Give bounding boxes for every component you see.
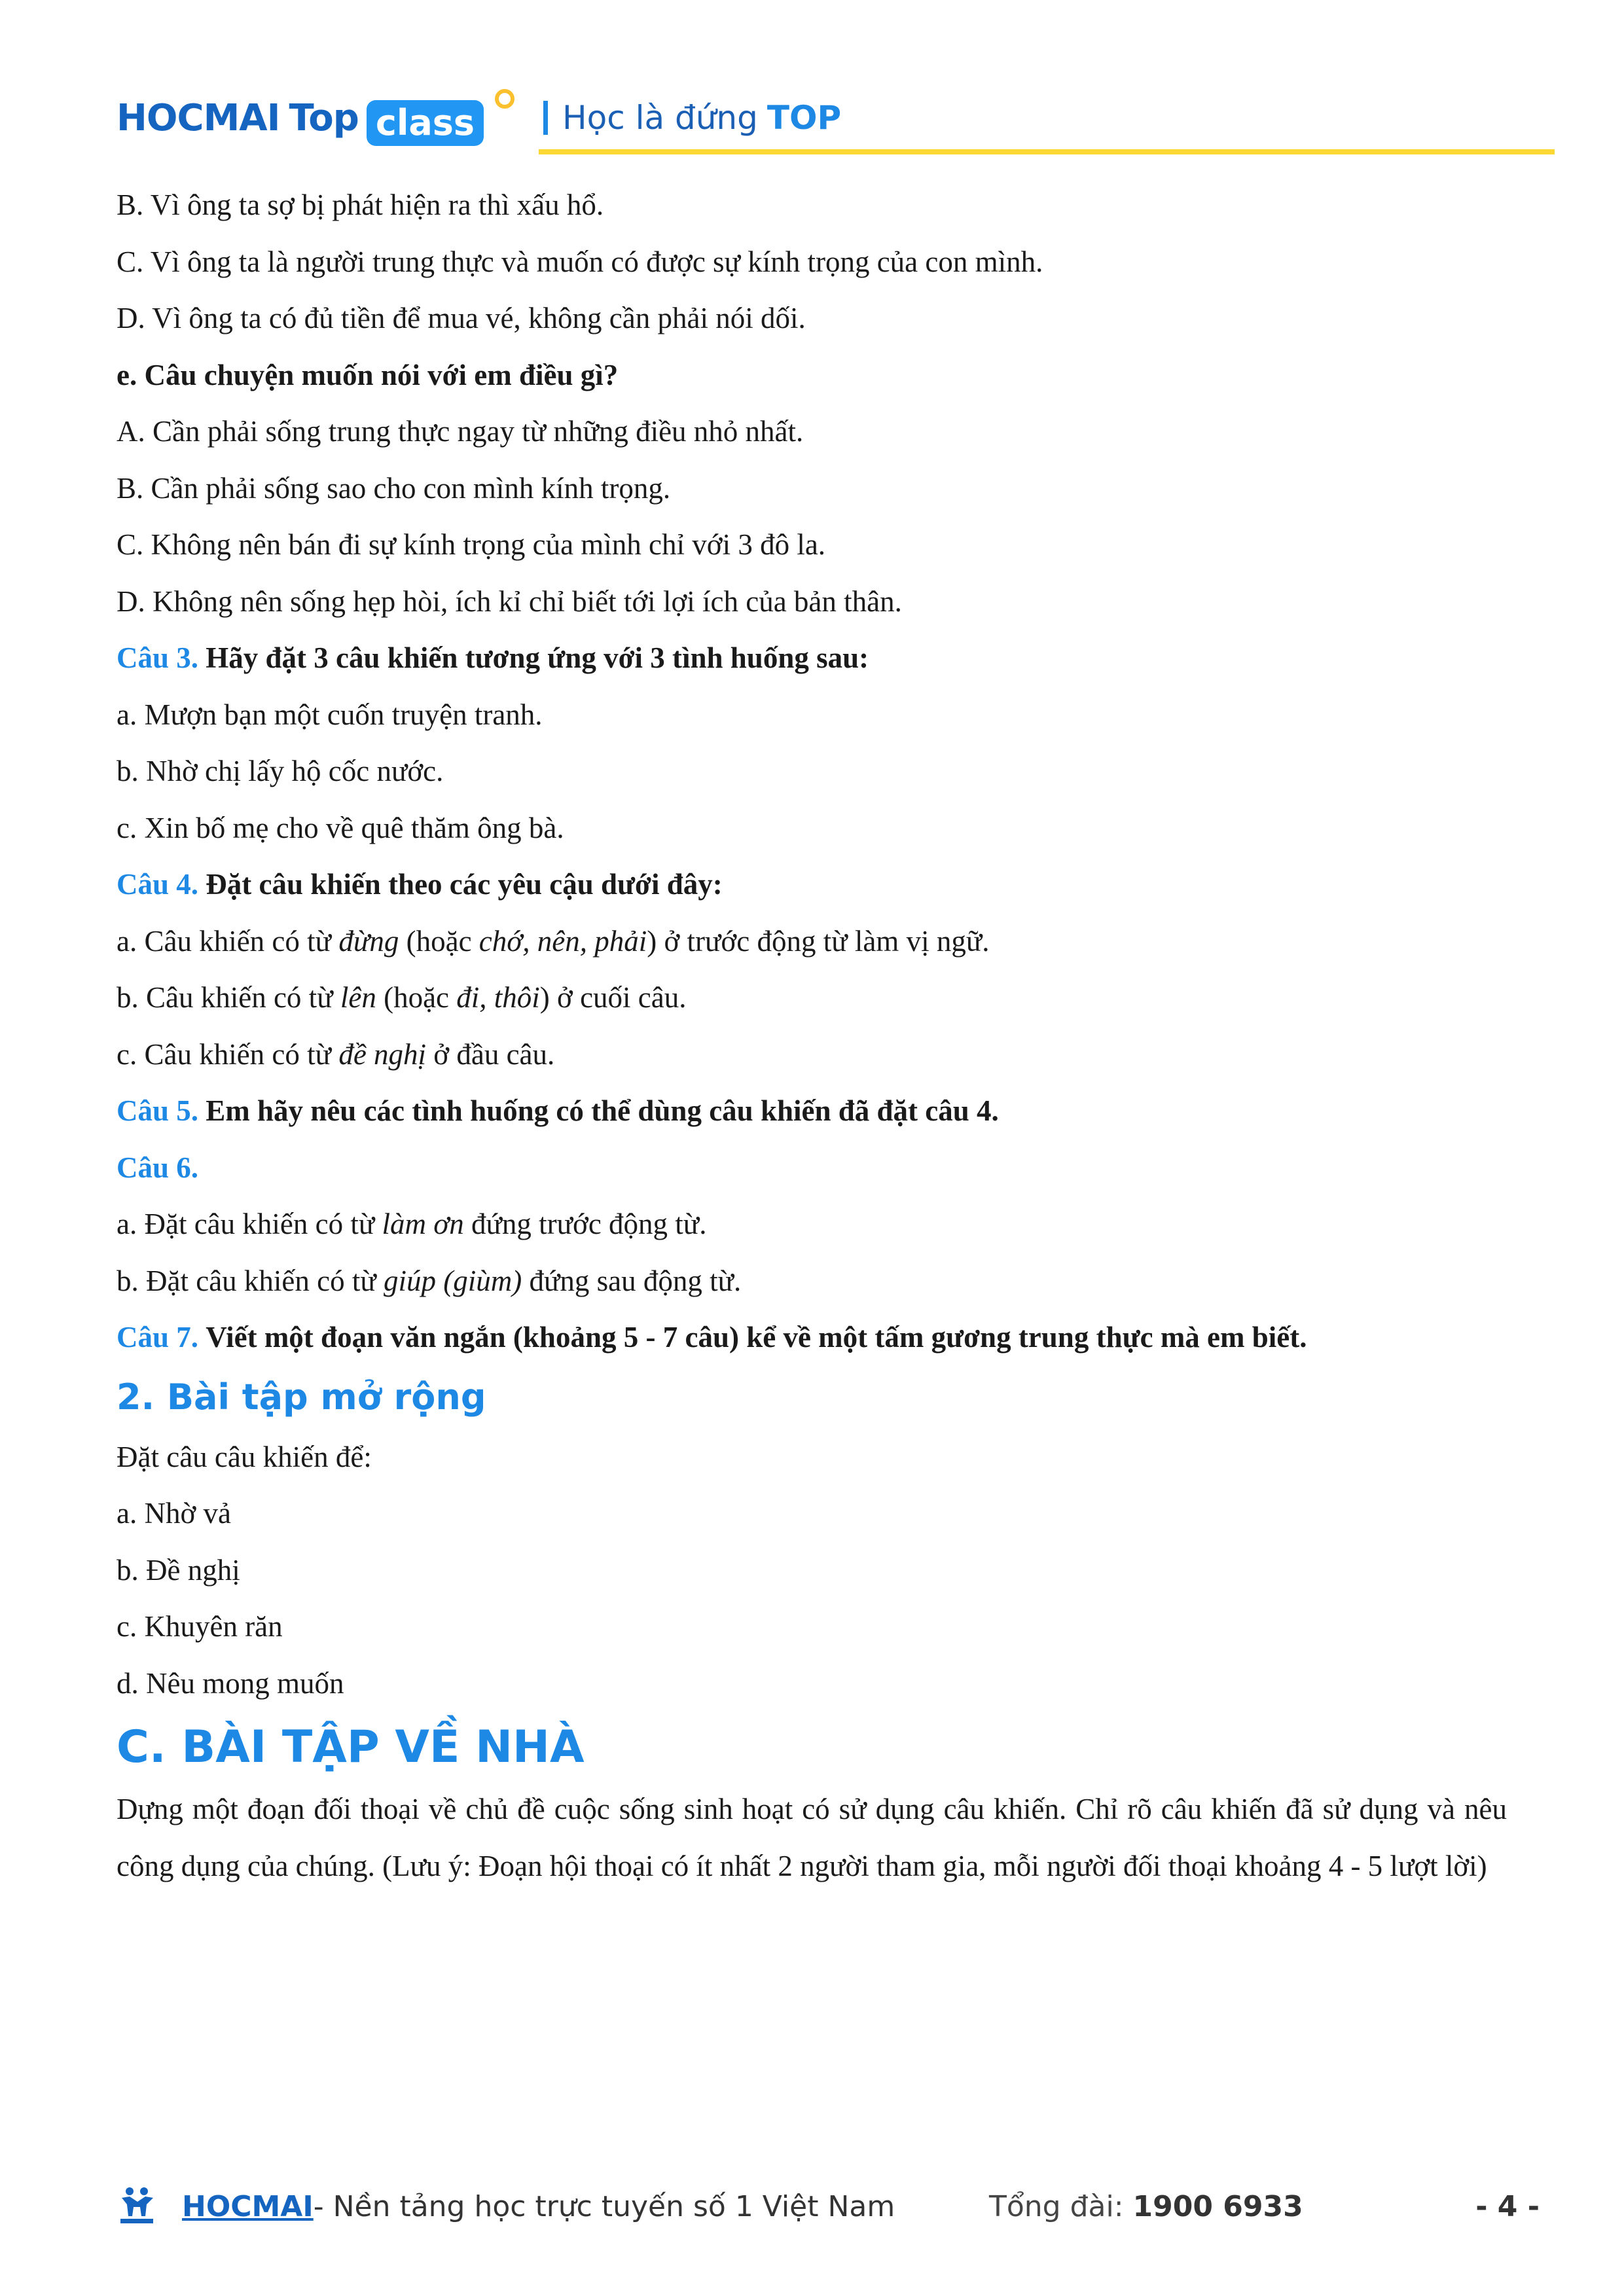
page-number: - 4 - [1475, 2190, 1540, 2223]
slogan-divider [543, 101, 548, 135]
q2e-option-a: A. Cần phải sống trung thực ngay từ những điều nhỏ nhất. [117, 415, 804, 448]
q4b-part1: b. Câu khiến có từ [117, 981, 340, 1014]
q2d-option-c: C. Vì ông ta là người trung thực và muốn có được sự kính trọng của con mình. [117, 245, 1043, 278]
slogan-prefix: Học là đứng [562, 99, 758, 137]
q4a-part1: a. Câu khiến có từ [117, 924, 339, 958]
footer-brand [182, 2190, 895, 2223]
q6a-italic1: làm ơn [382, 1208, 464, 1240]
q6b-part2: đứng sau động từ. [522, 1264, 742, 1297]
q4-item-b [117, 969, 1507, 1026]
q3-item-b: b. Nhờ chị lấy hộ cốc nước. [117, 755, 444, 787]
q4b-part2: (hoặc [376, 981, 457, 1014]
q6-item-a [117, 1196, 1507, 1253]
q4c-part2: ở đầu câu. [426, 1037, 555, 1071]
q6-item-b [117, 1253, 1507, 1310]
question-5 [117, 1083, 1507, 1139]
question-4 [117, 856, 1507, 913]
q6a-part2: đứng trước động từ. [463, 1208, 707, 1240]
hotline-number: 1900 6933 [1132, 2190, 1303, 2223]
q4b-italic1: lên [340, 981, 376, 1014]
page-content [117, 177, 1507, 1894]
q3-item-a: a. Mượn bạn một cuốn truyện tranh. [117, 698, 543, 731]
q4a-part2: (hoặc [399, 924, 479, 958]
hocmai-people-icon [117, 2185, 157, 2225]
footer-hotline [989, 2190, 1303, 2223]
question-7-number: Câu 7. [117, 1321, 199, 1354]
page-header [117, 65, 1554, 157]
question-3-number: Câu 3. [117, 641, 199, 674]
question-5-text: Em hãy nêu các tình huống có thể dùng câu khiến đã đặt câu 4. [206, 1094, 999, 1127]
question-3-text: Hãy đặt 3 câu khiến tương ứng với 3 tình huống sau: [206, 641, 869, 674]
header-slogan [543, 92, 841, 144]
footer-tagline: - Nền tảng học trực tuyến số 1 Việt Nam [313, 2190, 895, 2223]
section-c-heading: C. BÀI TẬP VỀ NHÀ [117, 1721, 585, 1773]
logo-top-text: Top [289, 96, 359, 139]
q2e-question: e. Câu chuyện muốn nói với em điều gì? [117, 358, 619, 391]
q4a-italic1: đừng [338, 924, 399, 958]
section-2-heading: 2. Bài tập mở rộng [117, 1376, 486, 1418]
question-6 [117, 1139, 1507, 1196]
page-footer [117, 2185, 1540, 2231]
q6b-italic1: giúp (giùm) [384, 1264, 522, 1297]
q4b-part3: ) ở cuối câu. [539, 981, 687, 1014]
extension-item-c: c. Khuyên răn [117, 1610, 283, 1643]
q2d-option-b: B. Vì ông ta sợ bị phát hiện ra thì xấu hổ. [117, 188, 604, 221]
question-3 [117, 630, 1507, 687]
logo-hocmai-text: HOCMAI [117, 96, 280, 139]
q6b-part1: b. Đặt câu khiến có từ [117, 1264, 384, 1297]
q4-item-c [117, 1026, 1507, 1083]
q2e-option-d: D. Không nên sống hẹp hòi, ích kỉ chỉ biết tới lợi ích của bản thân. [117, 584, 902, 618]
hotline-label: Tổng đài: [989, 2190, 1133, 2223]
q2e-option-b: B. Cần phải sống sao cho con mình kính trọng. [117, 471, 671, 505]
q4-item-a [117, 913, 1507, 970]
extension-item-b: b. Đề nghị [117, 1553, 240, 1587]
question-7-text: Viết một đoạn văn ngắn (khoảng 5 - 7 câu) kể về một tấm gương trung thực mà em biết. [206, 1321, 1307, 1354]
q3-item-c: c. Xin bố mẹ cho về quê thăm ông bà. [117, 811, 564, 844]
q2d-option-d: D. Vì ông ta có đủ tiền để mua vé, không cần phải nói dối. [117, 302, 806, 334]
question-4-number: Câu 4. [117, 868, 199, 901]
slogan-top-word: TOP [767, 99, 842, 137]
header-underline [539, 149, 1555, 154]
q2e-option-c: C. Không nên bán đi sự kính trọng của mình chỉ với 3 đô la. [117, 528, 826, 561]
question-5-number: Câu 5. [117, 1094, 199, 1127]
question-4-text: Đặt câu khiến theo các yêu cậu dưới đây: [206, 868, 723, 901]
q6a-part1: a. Đặt câu khiến có từ [117, 1208, 382, 1240]
q4c-part1: c. Câu khiến có từ [117, 1037, 339, 1071]
homework-paragraph: Dựng một đoạn đối thoại về chủ đề cuộc sống sinh hoạt có sử dụng câu khiến. Chỉ rõ câu khiến đã sử dụng và nêu công dụng của chúng. (Lưu ý: Đoạn hội thoại có ít nhất 2 người tham gia, mỗi người đối thoại khoảng 4 - 5 lượt lời) [117, 1793, 1507, 1882]
question-6-number: Câu 6. [117, 1151, 199, 1184]
extension-item-d: d. Nêu mong muốn [117, 1666, 344, 1700]
question-7 [117, 1309, 1507, 1366]
hocmai-topclass-logo [117, 92, 484, 144]
q4a-italic2: chớ, nên, phải [478, 924, 647, 958]
footer-brand-link[interactable]: HOCMAI [182, 2190, 314, 2223]
logo-class-badge: class [367, 100, 484, 146]
q4b-italic2: đi, thôi [456, 981, 540, 1014]
q4a-part3: ) ở trước động từ làm vị ngữ. [647, 924, 990, 958]
extension-item-a: a. Nhờ vả [117, 1497, 231, 1530]
extension-intro: Đặt câu câu khiến để: [117, 1440, 372, 1473]
q4c-italic1: đề nghị [338, 1037, 427, 1071]
sun-gear-icon [495, 89, 514, 109]
